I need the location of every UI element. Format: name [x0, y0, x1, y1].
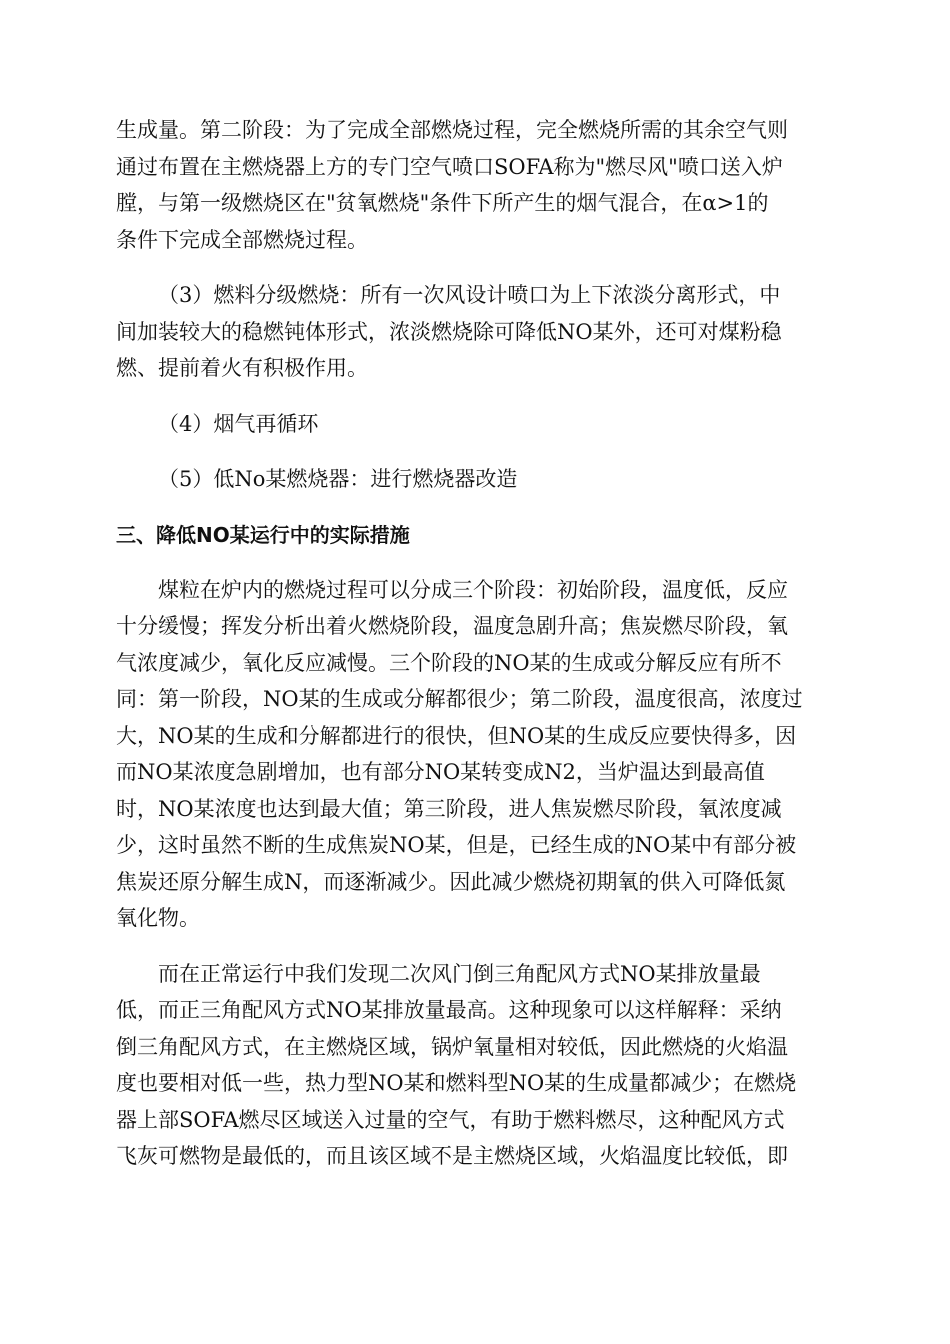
section-heading: 三、降低NO某运行中的实际措施 [116, 522, 410, 547]
paragraph-fuel-staging [116, 277, 834, 387]
paragraph-air-distribution [116, 956, 834, 1175]
text-line: 燃、提前着火有积极作用。 [116, 356, 368, 380]
text-line: 膛，与第一级燃烧区在"贫氧燃烧"条件下所产生的烟气混合，在α>1的 [116, 191, 769, 215]
text-line: 焦炭还原分解生成N，而逐渐减少。因此减少燃烧初期氧的供入可降低氮 [116, 869, 786, 894]
document-page [116, 112, 834, 1175]
text-line: 大，NO某的生成和分解都进行的很快，但NO某的生成反应要快得多，因 [116, 723, 797, 748]
text-line: （5）低No某燃烧器：进行燃烧器改造 [158, 467, 518, 491]
text-line: 而NO某浓度急剧增加，也有部分NO某转变成N2，当炉温达到最高值 [116, 760, 765, 784]
paragraph-low-nox-burner [116, 461, 834, 498]
text-line: 氧化物。 [116, 906, 200, 930]
text-line: 生成量。第二阶段：为了完成全部燃烧过程，完全燃烧所需的其余空气则 [116, 118, 788, 142]
text-line: （3）燃料分级燃烧：所有一次风设计喷口为上下浓淡分离形式，中 [158, 283, 781, 307]
text-line: 而在正常运行中我们发现二次风门倒三角配风方式NO某排放量最 [158, 961, 761, 986]
text-line: 度也要相对低一些，热力型NO某和燃料型NO某的生成量都减少；在燃烧 [116, 1071, 797, 1095]
text-line: 飞灰可燃物是最低的，而且该区域不是主燃烧区域，火焰温度比较低，即 [116, 1144, 788, 1168]
paragraph-combustion-stages [116, 572, 834, 937]
text-line: 气浓度减少，氧化反应减慢。三个阶段的NO某的生成或分解反应有所不 [116, 650, 782, 675]
text-line: 时，NO某浓度也达到最大值；第三阶段，进人焦炭燃尽阶段，氧浓度减 [116, 796, 782, 821]
text-line: 少，这时虽然不断的生成焦炭NO某，但是，已经生成的NO某中有部分被 [116, 833, 797, 857]
text-line: 倒三角配风方式，在主燃烧区域，锅炉氧量相对较低，因此燃烧的火焰温 [116, 1034, 788, 1059]
text-line: 条件下完成全部燃烧过程。 [116, 227, 368, 252]
text-line: 十分缓慢；挥发分析出着火燃烧阶段，温度急剧升高；焦炭燃尽阶段，氧 [116, 614, 788, 638]
paragraph-flue-gas-recirculation [116, 406, 834, 443]
text-line: （4）烟气再循环 [158, 411, 319, 436]
paragraph-second-stage [116, 112, 834, 258]
text-line: 低，而正三角配风方式NO某排放量最高。这种现象可以这样解释：采纳 [116, 998, 782, 1022]
text-line: 间加装较大的稳燃钝体形式，浓淡燃烧除可降低NO某外，还可对煤粉稳 [116, 319, 782, 344]
text-line: 通过布置在主燃烧器上方的专门空气喷口SOFA称为"燃尽风"喷口送入炉 [116, 154, 783, 179]
text-line: 器上部SOFA燃尽区域送入过量的空气，有助于燃料燃尽，这种配风方式 [116, 1107, 785, 1132]
text-line: 煤粒在炉内的燃烧过程可以分成三个阶段：初始阶段，温度低，反应 [158, 577, 788, 602]
text-line: 同：第一阶段，NO某的生成或分解都很少；第二阶段，温度很高，浓度过 [116, 687, 803, 711]
